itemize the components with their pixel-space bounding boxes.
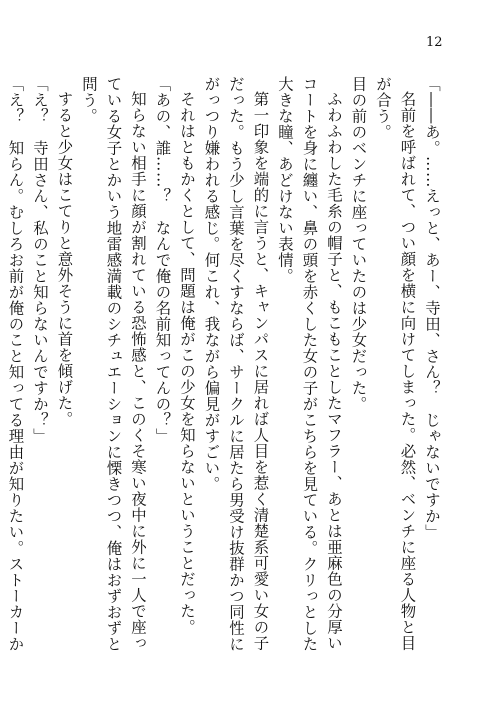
page-number: 12 xyxy=(426,35,443,50)
narration-paragraph-2: 目の前のベンチに座っていたのは少女だった。 xyxy=(349,76,368,412)
narration-paragraph-7: すると少女はこてりと意外そうに首を傾げた。 xyxy=(55,91,74,428)
narration-paragraph-4: 第一印象を端的に言うと、キャンパスに居れば人目を惹く清楚系可愛い女の子だった。もう少し言葉を尽くすならば、サークルに居たら男受け抜群かつ同性にがっつり嫌われる感じ。何これ、我ながら偏見がすごい。 xyxy=(202,76,270,652)
narration-paragraph-6: 知らない相手に顔が割れている恐怖感と、このくそ寒い夜中に外に一人で座っている女子とかいう地雷感満載のシチュエーションに慄きつつ、俺はおずおずと問う。 xyxy=(80,76,147,652)
narration-paragraph-1: 名前を呼ばれて、つい顔を横に向けてしまった。必然、ベンチに座る人物と目が合う。 xyxy=(374,76,417,652)
novel-text-body xyxy=(6,76,444,654)
narration-paragraph-3: ふわふわした毛糸の帽子と、もこもことしたマフラー、あとは亜麻色の分厚いコートを身に纏い、鼻の頭を赤くした女の子がこちらを見ている。クリっとした大きな瞳、あどけない表情。 xyxy=(276,76,343,652)
dialogue-line-4: 「え？ 知らん。むしろお前が俺のこと知ってる理由が知りたい。ストーカーか xyxy=(6,76,25,652)
dialogue-line-3: 「え？ 寺田さん、私のこと知らないんですか？」 xyxy=(31,76,49,444)
dialogue-line-1: 「――あ。……えっと、あー、寺田、さん？ じゃないですか」 xyxy=(423,76,441,540)
narration-paragraph-5: それはともかくとして、問題は俺がこの少女を知らないということだった。 xyxy=(178,91,196,636)
dialogue-line-2: 「あの、誰……？ なんで俺の名前知ってんの？」 xyxy=(153,76,172,444)
